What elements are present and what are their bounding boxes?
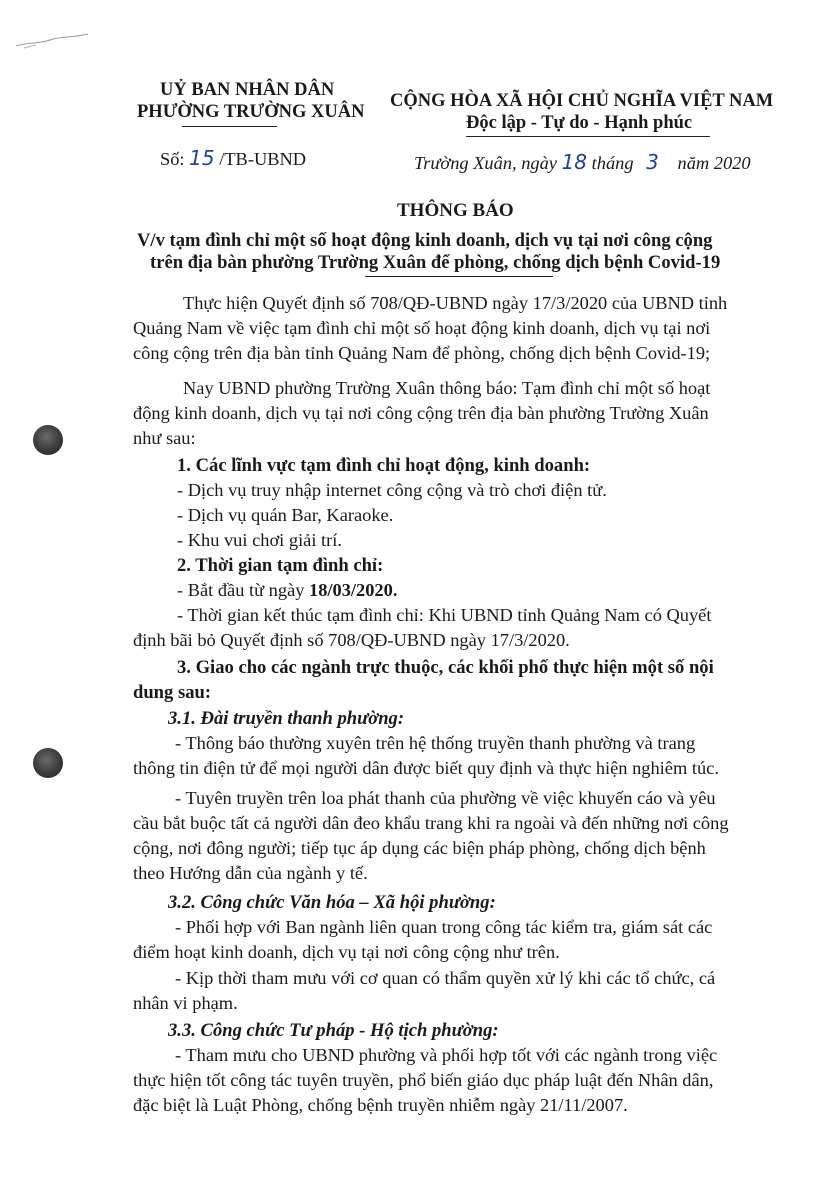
section-1-item-1: - Dịch vụ truy nhập internet công cộng và trò chơi điện tử. [177,480,607,500]
national-motto: Độc lập - Tự do - Hạnh phúc [466,113,693,133]
section-3-2-para-2-line1: - Kịp thời tham mưu với cơ quan có thẩm quyền xử lý khi các tổ chức, cá [175,968,716,988]
paragraph-1-line2: Quảng Nam về việc tạm đình chỉ một số hoạt động kinh doanh, dịch vụ tại nơi [133,318,711,338]
section-3-1-para-1-line1: - Thông báo thường xuyên trên hệ thống truyền thanh phường và trang [175,733,696,753]
number-handwritten: 15 [189,146,215,170]
subject-line1: V/v tạm đình chỉ một số hoạt động kinh doanh, dịch vụ tại nơi công cộng [137,230,713,251]
section-3-1-para-1-line2: thông tin điện tử để mọi người dân được biết quy định và thực hiện nghiêm túc. [133,758,719,778]
section-3-3-para-1-line1: - Tham mưu cho UBND phường và phối hợp tốt với các ngành trong việc [175,1045,718,1065]
punch-hole-bottom [33,748,63,778]
paragraph-2-line1: Nay UBND phường Trường Xuân thông báo: Tạm đình chỉ một số hoạt [183,378,711,398]
paragraph-2-line3: như sau: [133,428,196,448]
place-date-prefix: Trường Xuân, ngày [414,153,557,173]
agency-name-line2: PHƯỜNG TRƯỜNG XUÂN [137,102,365,122]
day-handwritten: 18 [561,150,588,174]
section-3-1-para-2-line1: - Tuyên truyền trên loa phát thanh của phường về việc khuyến cáo và yêu [175,788,716,808]
section-3-1-para-2-line4: theo Hướng dẫn của ngành y tế. [133,863,368,883]
section-2-item-2-line2: định bãi bỏ Quyết định số 708/QĐ-UBND ngày 17/3/2020. [133,630,570,650]
agency-name-line1: UỶ BAN NHÂN DÂN [160,80,335,100]
section-3-3-para-1-line2: thực hiện tốt công tác tuyên truyền, phổ biến giáo dục pháp luật đến Nhân dân, [133,1070,714,1090]
national-title: CỘNG HÒA XÃ HỘI CHỦ NGHĨA VIỆT NAM [390,91,774,111]
month-word: tháng [591,153,634,173]
motto-underline [466,136,710,137]
section-3-1-heading: 3.1. Đài truyền thanh phường: [168,708,405,729]
section-3-2-para-1-line1: - Phối hợp với Ban ngành liên quan trong công tác kiểm tra, giám sát các [175,917,713,937]
document-number [160,146,306,170]
year-text: năm 2020 [677,153,751,173]
month-handwritten: 3 [646,150,659,174]
section-3-heading-line1: 3. Giao cho các ngành trực thuộc, các khối phố thực hiện một số nội [177,657,714,678]
paragraph-2-line2: động kinh doanh, dịch vụ tại nơi công cộng trên địa bàn phường Trường Xuân [133,403,709,423]
section-2-item-1 [177,580,397,601]
document-title: THÔNG BÁO [397,200,514,221]
place-date [414,150,751,174]
paragraph-1-line3: công cộng trên địa bàn tỉnh Quảng Nam để phòng, chống dịch bệnh Covid-19; [133,343,711,363]
section-1-item-2: - Dịch vụ quán Bar, Karaoke. [177,505,394,525]
start-date: 18/03/2020. [309,580,398,600]
section-3-2-heading: 3.2. Công chức Văn hóa – Xã hội phường: [168,892,496,913]
section-3-3-para-1-line3: đặc biệt là Luật Phòng, chống bệnh truyền nhiễm ngày 21/11/2007. [133,1095,628,1115]
subject-line2: trên địa bàn phường Trường Xuân để phòng, chống dịch bệnh Covid-19 [150,252,721,273]
agency-underline [182,126,277,127]
section-3-1-para-2-line3: cộng, nơi đông người; tiếp tục áp dụng các biện pháp phòng, chống dịch bệnh [133,838,706,858]
section-1-item-3: - Khu vui chơi giải trí. [177,530,342,550]
section-3-heading-line2: dung sau: [133,682,212,703]
pencil-scribble-mark [14,30,94,52]
section-3-2-para-1-line2: điểm hoạt kinh doanh, dịch vụ tại nơi công cộng như trên. [133,942,560,962]
section-3-1-para-2-line2: cầu bắt buộc tất cả người dân đeo khẩu trang khi ra ngoài và đến những nơi công [133,813,729,833]
number-suffix: /TB-UBND [219,149,307,169]
section-3-2-para-2-line2: nhân vi phạm. [133,993,238,1013]
section-3-3-heading: 3.3. Công chức Tư pháp - Hộ tịch phường: [168,1020,499,1041]
section-1-heading: 1. Các lĩnh vực tạm đình chỉ hoạt động, kinh doanh: [177,455,591,476]
punch-hole-top [33,425,63,455]
section-2-item-2-line1: - Thời gian kết thúc tạm đình chỉ: Khi UBND tỉnh Quảng Nam có Quyết [177,605,712,625]
section-2-heading: 2. Thời gian tạm đình chỉ: [177,555,384,576]
paragraph-1-line1: Thực hiện Quyết định số 708/QĐ-UBND ngày 17/3/2020 của UBND tỉnh [183,293,728,313]
start-date-prefix: - Bắt đầu từ ngày [177,580,310,600]
number-prefix: Số: [160,149,185,169]
subject-underline [365,276,553,277]
